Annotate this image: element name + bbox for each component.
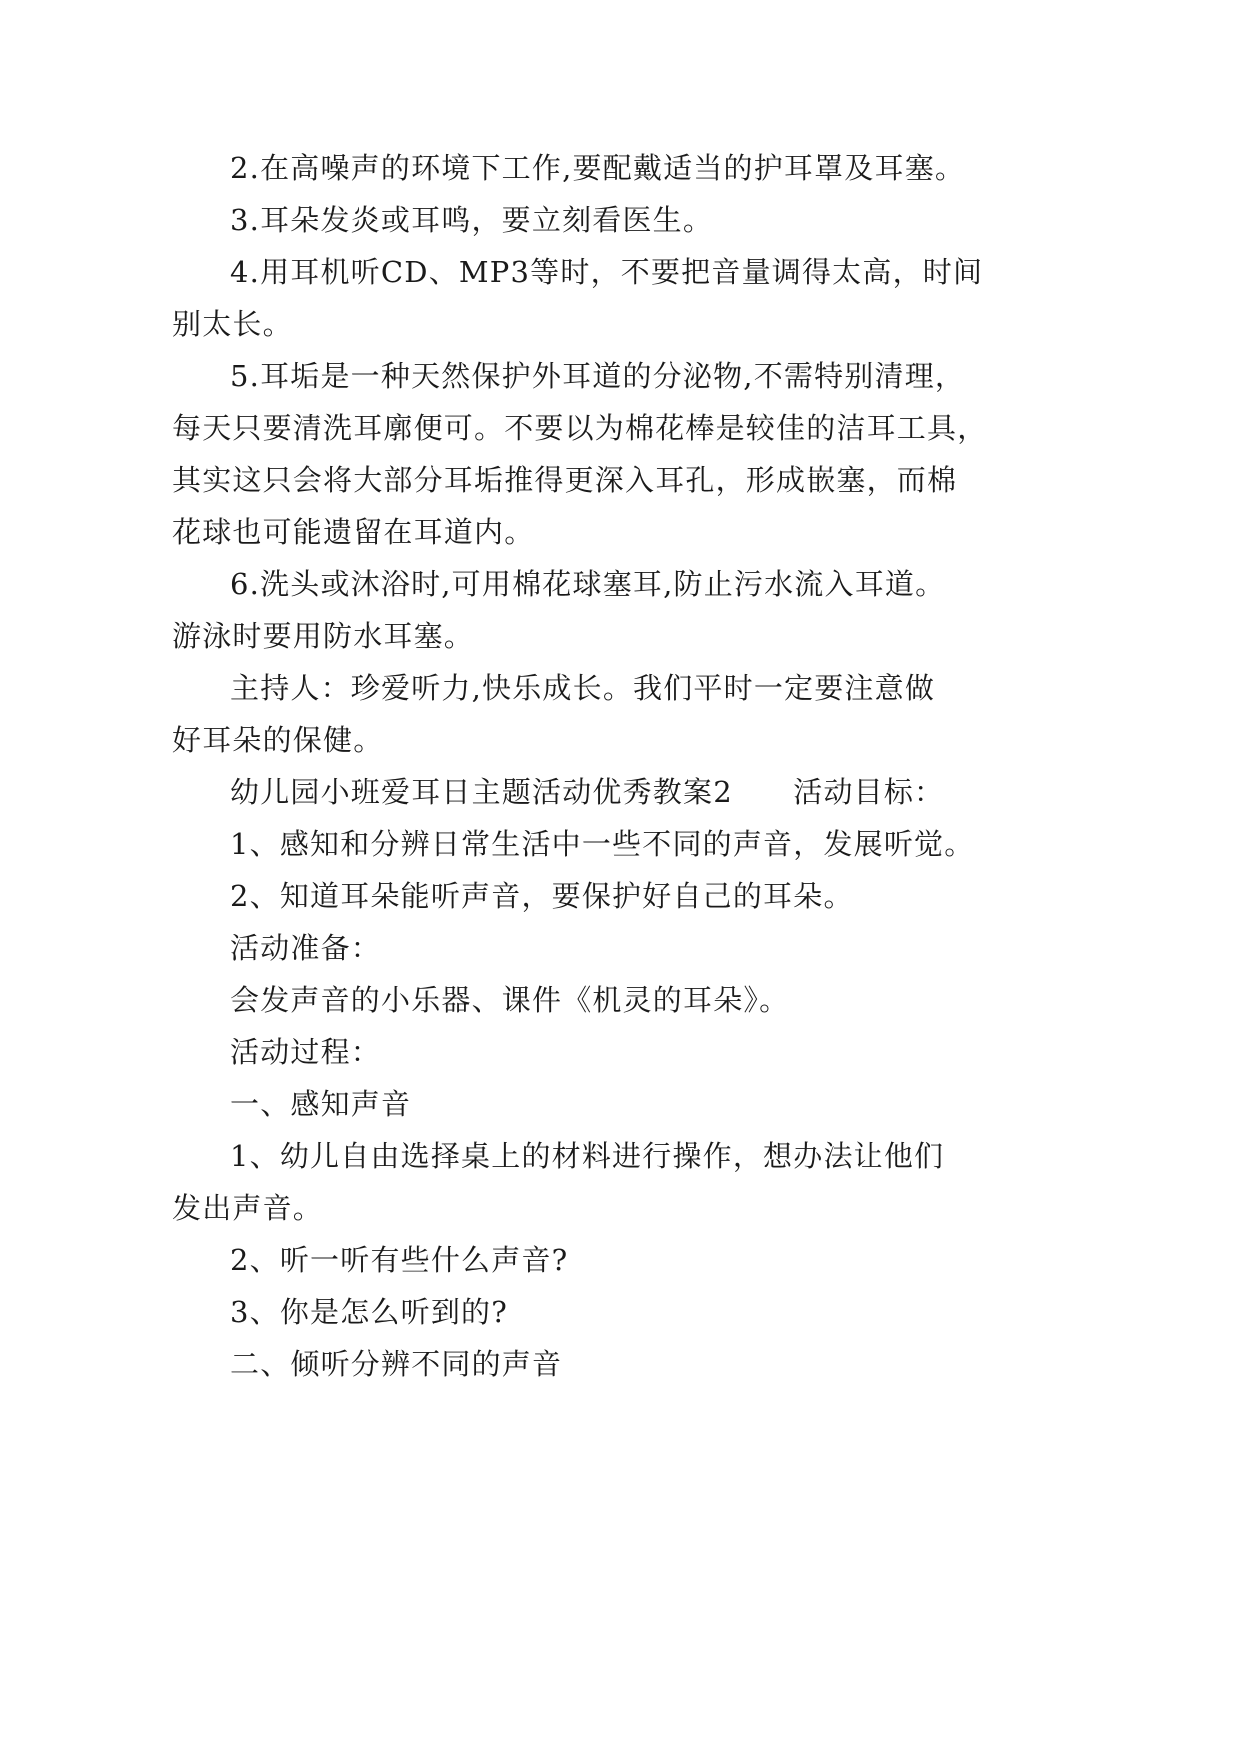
paragraph-line: 2、知道耳朵能听声音，要保护好自己的耳朵。 [230,879,854,913]
subsection-heading-line: 二、倾听分辨不同的声音 [230,1347,563,1381]
paragraph-line: 发出声音。 [172,1191,324,1225]
subsection-heading-line: 一、感知声音 [230,1087,412,1121]
paragraph-line: 6.洗头或沐浴时,可用棉花球塞耳,防止污水流入耳道。 [230,567,946,601]
paragraph-line: 2.在高噪声的环境下工作,要配戴适当的护耳罩及耳塞。 [230,151,966,185]
paragraph-line: 其实这只会将大部分耳垢推得更深入耳孔，形成嵌塞，而棉 [172,463,958,497]
paragraph-line: 1、感知和分辨日常生活中一些不同的声音，发展听觉。 [230,827,975,861]
paragraph-line: 5.耳垢是一种天然保护外耳道的分泌物,不需特别清理， [230,359,966,393]
paragraph-line: 2、听一听有些什么声音? [230,1243,569,1277]
paragraph-line: 每天只要清洗耳廓便可。不要以为棉花棒是较佳的洁耳工具， [172,411,988,445]
paragraph-line: 别太长。 [172,307,293,341]
paragraph-line: 花球也可能遗留在耳道内。 [172,515,535,549]
paragraph-line: 4.用耳机听CD、MP3等时，不要把音量调得太高，时间 [230,255,984,289]
section-heading-line: 活动准备： [230,931,382,965]
section-heading-line: 活动过程： [230,1035,382,1069]
section-heading-line: 幼儿园小班爱耳日主题活动优秀教案2 活动目标： [230,775,945,809]
paragraph-line: 3、你是怎么听到的? [230,1295,508,1329]
paragraph-line: 好耳朵的保健。 [172,723,384,757]
paragraph-line: 游泳时要用防水耳塞。 [172,619,475,653]
paragraph-line: 1、幼儿自由选择桌上的材料进行操作，想办法让他们 [230,1139,945,1173]
paragraph-line: 会发声音的小乐器、课件《机灵的耳朵》。 [230,983,790,1017]
paragraph-line: 主持人：珍爱听力,快乐成长。我们平时一定要注意做 [230,671,936,705]
paragraph-line: 3.耳朵发炎或耳鸣，要立刻看医生。 [230,203,714,237]
